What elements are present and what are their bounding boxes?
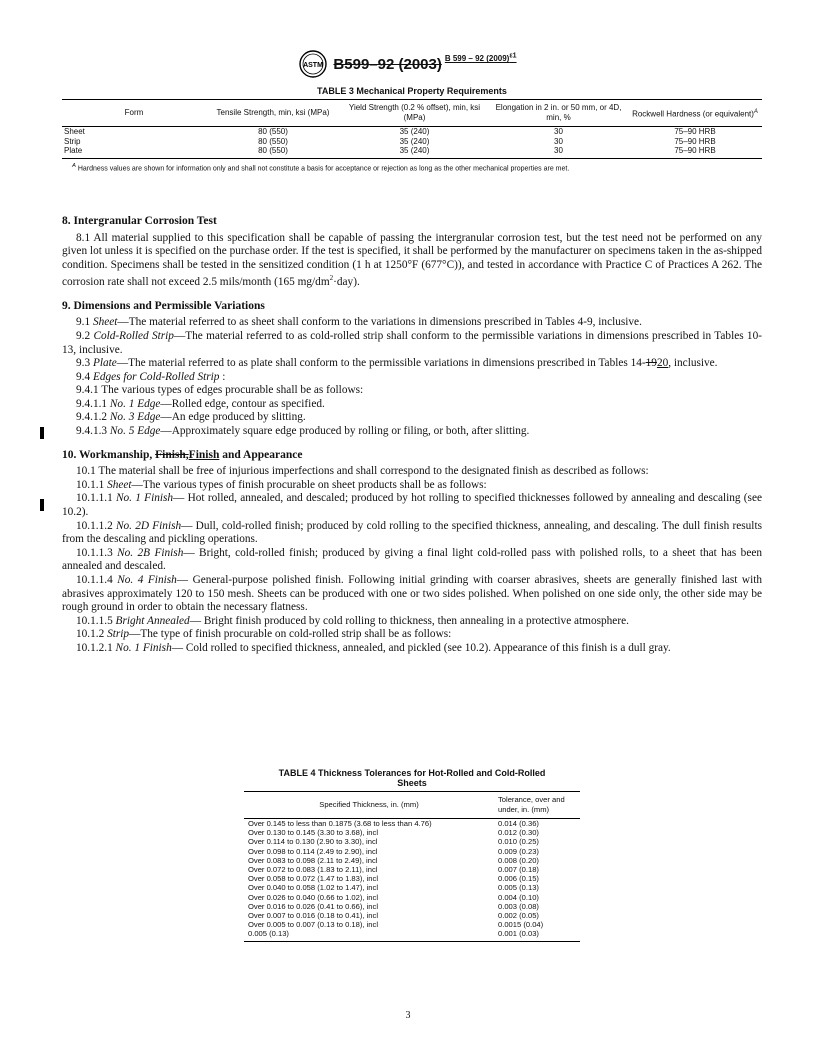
table4-col-thickness: Specified Thickness, in. (mm) [244, 792, 494, 819]
table-cell: Over 0.072 to 0.083 (1.83 to 2.11), incl [248, 865, 378, 875]
table-row [244, 819, 580, 829]
table4-block [244, 768, 580, 942]
para-10-1-1-1: 10.1.1.1 No. 1 Finish— Hot rolled, annealed, and descaled; produced by hot rolling to specified thicknesses followed by annealing and descaling (see 10.2). [62, 492, 762, 519]
section8-heading: 8. Intergranular Corrosion Test [62, 215, 217, 227]
para-10-1-1-2: 10.1.1.2 No. 2D Finish— Dull, cold-rolled finish; produced by cold rolling to the specified thickness, annealing, and descaling. The dull finish results from the descaling and pickling operations. [62, 519, 762, 546]
table-cell: Strip [64, 136, 81, 146]
table-row [244, 847, 580, 856]
change-bar [40, 499, 44, 511]
para-9-2: 9.2 Cold-Rolled Strip—The material referred to as cold-rolled strip shall conform to the permissible variations in dimensions prescribed in Tables 10-13, inclusive. [62, 329, 762, 356]
logo-text: ASTM [303, 62, 324, 69]
table4-col-tolerance: Tolerance, over and under, in. (mm) [494, 792, 580, 819]
table-cell: Over 0.114 to 0.130 (2.90 to 3.30), incl [248, 837, 378, 847]
table-cell: Over 0.026 to 0.040 (0.66 to 1.02), incl [248, 892, 379, 902]
table3-col-yield: Yield Strength (0.2 % offset), min, ksi (MPa) [340, 100, 489, 127]
table-cell: 30 [554, 136, 563, 146]
para-10-1-1-4: 10.1.1.4 No. 4 Finish— General-purpose polished finish. Following initial grinding with coarser abrasives, sheets are generally finished last with abrasives approximately 120 to 150 mesh. Sheets can be produced with one or two sides polished. When polished on one side only, the other side may be rough ground in order to obtain the necessary flatness. [62, 574, 762, 614]
table-cell: 0.004 (0.10) [498, 892, 539, 902]
table-cell: 0.005 (0.13) [498, 883, 539, 893]
table-row [244, 883, 580, 892]
table-row [62, 127, 762, 137]
table-cell: 0.014 (0.36) [498, 819, 539, 828]
section10-heading: 10. Workmanship, Finish,Finish and Appearance [62, 448, 303, 461]
body-text [62, 206, 762, 656]
new-designation-superscript: ε1 [509, 52, 517, 60]
table-cell: 35 (240) [399, 136, 430, 146]
table4-title: TABLE 4 Thickness Tolerances for Hot-Rolled and Cold-Rolled Sheets [278, 768, 546, 788]
table-row [244, 911, 580, 920]
table-cell: 30 [489, 146, 628, 158]
document-header [0, 50, 816, 78]
table-cell: Over 0.083 to 0.098 (2.11 to 2.49), incl [248, 855, 378, 865]
table-row [244, 902, 580, 911]
table-cell: Over 0.145 to less than 0.1875 (3.68 to less than 4.76) [248, 819, 432, 828]
table-cell: 35 (240) [340, 146, 489, 158]
section9-heading: 9. Dimensions and Permissible Variations [62, 299, 265, 312]
table-cell: Over 0.040 to 0.058 (1.02 to 1.47), incl [248, 883, 379, 893]
table-row [244, 920, 580, 929]
table-cell: 35 (240) [399, 127, 430, 136]
para-9-4-1-1: 9.4.1.1 No. 1 Edge—Rolled edge, contour as specified. [76, 397, 325, 410]
table3-block [62, 86, 762, 172]
table-cell: 0.012 (0.30) [498, 828, 539, 838]
table-cell: Over 0.058 to 0.072 (1.47 to 1.83), incl [248, 874, 379, 884]
table-row [244, 865, 580, 874]
para-10-1-1-5: 10.1.1.5 Bright Annealed— Bright finish produced by cold rolling to thickness, then annealing in a protective atmosphere. [76, 614, 629, 627]
para-9-1: 9.1 Sheet—The material referred to as sheet shall conform to the variations in dimensions prescribed in Tables 4-9, inclusive. [76, 316, 642, 329]
para-8-1: 8.1 All material supplied to this specification shall be capable of passing the intergranular corrosion test, but the test need not be performed on any given lot unless it is specified on the purchase order. If the test is specified, it shall be performed by the manufacturer on specimens taken in the as-shipped condition. Specimens shall be tested in the sensitized condition (1 h at 1250°F (677°C)), and tested in accordance with Practice C of Practices A 262. The corrosion rate shall not exceed 2.5 mils/month (165 $mg/dm^2\cdot day$). [62, 231, 762, 289]
table-cell: Over 0.130 to 0.145 (3.30 to 3.68), incl [248, 828, 379, 838]
table-cell: 0.001 (0.03) [494, 929, 580, 941]
table3-header-row [62, 100, 762, 127]
table-cell: 0.009 (0.23) [498, 846, 539, 856]
old-designation: B599–92 (2003) [333, 55, 442, 73]
table-row [62, 146, 762, 158]
table4-header-row [244, 792, 580, 819]
table-cell: 0.003 (0.08) [498, 901, 539, 911]
table-cell: 0.007 (0.18) [498, 865, 539, 875]
table-cell: Sheet [64, 127, 85, 136]
table3-col-form: Form [62, 100, 206, 127]
table-cell: 75–90 HRB [674, 127, 716, 136]
table-cell: Over 0.007 to 0.016 (0.18 to 0.41), incl [248, 911, 379, 921]
table4 [244, 791, 580, 942]
para-9-4-1: 9.4.1 The various types of edges procurable shall be as follows: [76, 384, 364, 397]
table-cell: 0.008 (0.20) [498, 855, 539, 865]
table-cell: Over 0.005 to 0.007 (0.13 to 0.18), incl [248, 920, 379, 930]
table-cell: Over 0.016 to 0.026 (0.41 to 0.66), incl [248, 901, 379, 911]
para-9-4: 9.4 Edges for Cold-Rolled Strip : [76, 370, 226, 383]
table3-col-elongation: Elongation in 2 in. or 50 mm, or 4D, min, % [489, 100, 628, 127]
table-cell: 0.002 (0.05) [498, 911, 539, 921]
table3-col-tensile: Tensile Strength, min, ksi (MPa) [206, 100, 340, 127]
para-9-4-1-3: 9.4.1.3 No. 5 Edge—Approximately square edge produced by rolling or filing, or both, after slitting. [76, 425, 530, 438]
table-row [244, 837, 580, 846]
table-cell: 0.006 (0.15) [498, 874, 539, 884]
para-10-1-2: 10.1.2 Strip—The type of finish procurable on cold-rolled strip shall be as follows: [76, 628, 452, 641]
table-cell: 75–90 HRB [628, 146, 762, 158]
table3-col-hardness: Rockwell Hardness (or equivalent)$^A$ [628, 100, 762, 127]
para-10-1-1-3: 10.1.1.3 No. 2B Finish— Bright, cold-rolled finish; produced by giving a final light cold-rolled pass with polished rolls, to a sheet that has been annealed and descaled. [62, 546, 763, 573]
table-cell: 0.010 (0.25) [498, 837, 539, 847]
table-cell: 30 [554, 127, 563, 136]
table-cell: Plate [62, 146, 206, 158]
table-cell: 80 (550) [206, 146, 340, 158]
table-cell: 75–90 HRB [674, 136, 716, 146]
table-row [244, 856, 580, 865]
table-cell: 80 (550) [258, 136, 288, 146]
change-bar [40, 427, 44, 439]
table-cell: 0.0015 (0.04) [498, 920, 544, 930]
table-cell: 80 (550) [258, 127, 288, 136]
astm-logo-icon [299, 50, 327, 78]
table-row [244, 929, 580, 941]
table-row [244, 874, 580, 883]
table3-title: TABLE 3 Mechanical Property Requirements [317, 86, 507, 96]
table3-footnote: $^A$ Hardness values are shown for information only and shall not constitute a basis for acceptance or rejection as long as the other mechanical properties are met. [72, 162, 570, 172]
table-cell: 0.005 (0.13) [244, 929, 494, 941]
page-number: 3 [405, 1010, 411, 1021]
para-9-4-1-2: 9.4.1.2 No. 3 Edge—An edge produced by slitting. [76, 411, 306, 424]
table-cell: Over 0.098 to 0.114 (2.49 to 2.90), incl [248, 846, 378, 856]
new-designation: B 599 – 92 (2009)ε1 [444, 52, 517, 64]
table3 [62, 99, 762, 159]
table-row [244, 828, 580, 837]
para-10-1-2-1: 10.1.2.1 No. 1 Finish— Cold rolled to specified thickness, annealed, and pickled (see 10.2). Appearance of this finish is a dull gray. [76, 641, 671, 654]
table-row [62, 137, 762, 147]
para-9-3: 9.3 Plate—The material referred to as plate shall conform to the permissible variations in dimensions prescribed in Tables 14-1920, inclusive. [76, 357, 718, 370]
para-10-1-1: 10.1.1 Sheet—The various types of finish procurable on sheet products shall be as follows: [76, 478, 487, 491]
table-row [244, 893, 580, 902]
para-10-1: 10.1 The material shall be free of injurious imperfections and shall correspond to the designated finish as described as follows: [76, 465, 649, 478]
